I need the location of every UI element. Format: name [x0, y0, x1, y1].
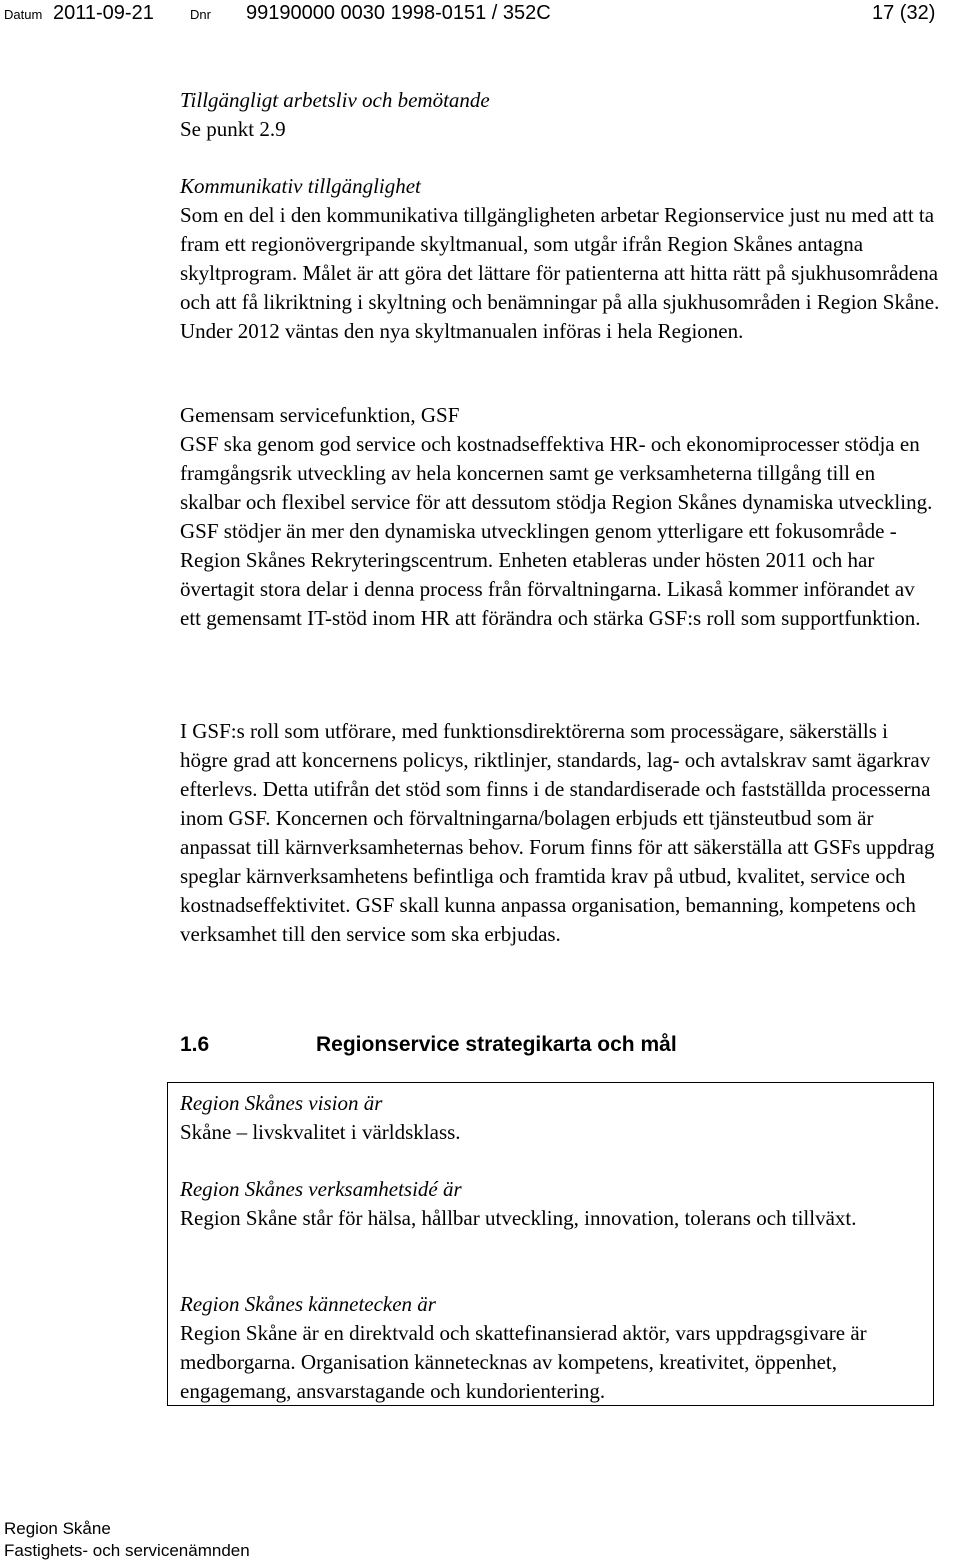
- idea-label: Region Skånes verksamhetsidé är: [180, 1177, 462, 1201]
- dnr-value: 99190000 0030 1998-0151 / 352C: [246, 2, 551, 24]
- section-title: Kommunikativ tillgänglighet: [180, 174, 421, 198]
- footer-org: Region Skåne: [4, 1519, 111, 1538]
- vision-text: Skåne – livskvalitet i världsklass.: [180, 1120, 461, 1144]
- traits-text: Region Skåne är en direktvald och skattefinansierad aktör, vars uppdragsgivare är medborgarna. Organisation kännetecknas av kompetens, kreativitet, öppenhet, engagemang, ansvarstagande och kundorientering.: [180, 1321, 867, 1403]
- heading-number: 1.6: [180, 1033, 210, 1056]
- section-title: Tillgängligt arbetsliv och bemötande: [180, 88, 490, 112]
- section-communicative: [180, 172, 940, 346]
- vision-block: [180, 1089, 925, 1147]
- heading-title: Regionservice strategikarta och mål: [316, 1033, 677, 1056]
- traits-block: [180, 1290, 925, 1406]
- vision-label: Region Skånes vision är: [180, 1091, 383, 1115]
- section-gsf-role: [180, 717, 940, 949]
- vision-box: [167, 1082, 934, 1406]
- datum-label: Datum: [4, 7, 43, 22]
- datum-value: 2011-09-21: [53, 2, 154, 24]
- paragraph: I GSF:s roll som utförare, med funktionsdirektörerna som processägare, säkerställs i högre grad att koncernens policys, riktlinjer, standards, lag- och avtalskrav samt ägarkrav efterlevs. Detta utifrån det stöd som finns i de standardiserade och fastställda processerna inom GSF. Koncernen och förvaltningarna/bolagen erbjuds ett tjänsteutbud som är anpassat till kärnverksamheternas behov. Forum finns för att säkerställa att GSFs uppdrag speglar kärnverksamhetens befintliga och framtida krav på utbud, kvalitet, service och kostnadseffektivitet. GSF skall kunna anpassa organisation, bemanning, kompetens och verksamhet till den service som ska erbjudas.: [180, 719, 935, 946]
- paragraph: Som en del i den kommunikativa tillgängligheten arbetar Regionservice just nu med att ta fram ett regionövergripande skyltmanual, som utgår ifrån Region Skånes antagna skyltprogram. Målet är att göra det lättare för patienterna att hitta rätt på sjukhusområdena och att få likriktning i skyltning och benämningar på alla sjukhusområden i Region Skåne. Under 2012 väntas den nya skyltmanualen införas i hela Regionen.: [180, 203, 940, 343]
- section-title: Gemensam servicefunktion, GSF: [180, 403, 460, 427]
- page-number: 17 (32): [872, 2, 936, 24]
- footer-unit: Fastighets- och servicenämnden: [4, 1541, 250, 1560]
- section-accessible: [180, 86, 940, 144]
- paragraph: GSF ska genom god service och kostnadseffektiva HR- och ekonomiprocesser stödja en framgångsrik utveckling av hela koncernen samt ge verksamheterna tillgång till en skalbar och flexibel service för att dessutom stödja Region Skånes dynamiska utveckling. GSF stödjer än mer den dynamiska utvecklingen genom ytterligare ett fokusområde - Region Skånes Rekryteringscentrum. Enheten etableras under hösten 2011 och har övertagit stora delar i denna process från förvaltningarna. Likaså kommer införandet av ett gemensamt IT-stöd inom HR att förändra och stärka GSF:s roll som supportfunktion.: [180, 432, 933, 630]
- idea-block: [180, 1175, 925, 1233]
- idea-text: Region Skåne står för hälsa, hållbar utveckling, innovation, tolerans och tillväxt.: [180, 1206, 857, 1230]
- dnr-label: Dnr: [190, 7, 211, 22]
- page-header: [0, 0, 960, 40]
- section-gsf: [180, 401, 940, 633]
- section-reference: Se punkt 2.9: [180, 117, 286, 141]
- traits-label: Region Skånes kännetecken är: [180, 1292, 436, 1316]
- page-footer: [4, 1518, 250, 1562]
